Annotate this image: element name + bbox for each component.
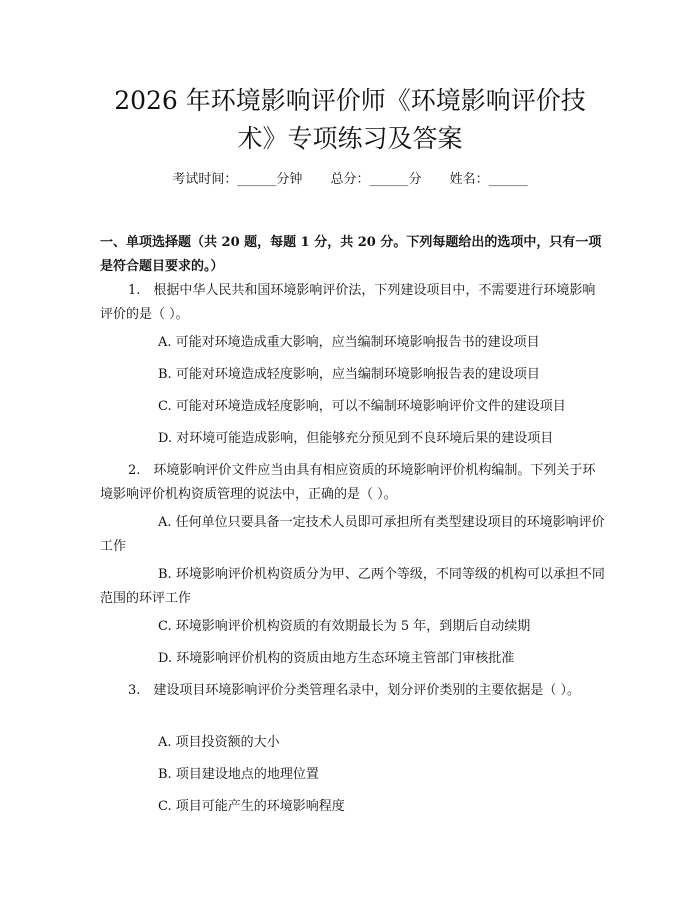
- question-2-option-d: [100, 647, 605, 671]
- question-1-option-b: [100, 363, 605, 387]
- question-1: [100, 279, 605, 327]
- title-line-1: 2026 年环境影响评价师《环境影响评价技: [114, 86, 586, 115]
- exam-meta: [0, 170, 700, 190]
- section-heading: 一、单项选择题（共 20 题，每题 1 分，共 20 分。下列每题给出的选项中，只有一项是符合题目要求的。）: [100, 235, 602, 274]
- exam-time: 考试时间：______分钟: [172, 172, 303, 187]
- exam-name: 姓名：______: [449, 172, 528, 187]
- title-line-2: 术》专项练习及答案: [237, 124, 463, 153]
- option-text: B. 环境影响评价机构资质分为甲、乙两个等级，不同等级的机构可以承担不同范围的环评工作: [100, 567, 605, 606]
- question-2: [100, 459, 605, 507]
- question-3-option-c: [100, 795, 605, 819]
- option-text: A. 项目投资额的大小: [158, 735, 280, 750]
- question-2-option-c: [100, 615, 605, 639]
- question-1-stem: 1. 根据中华人民共和国环境影响评价法，下列建设项目中，不需要进行环境影响评价的是（ ）。: [100, 283, 596, 322]
- option-text: A. 可能对环境造成重大影响，应当编制环境影响报告书的建设项目: [158, 335, 540, 350]
- option-text: B. 可能对环境造成轻度影响，应当编制环境影响报告表的建设项目: [158, 367, 540, 382]
- option-text: D. 对环境可能造成影响，但能够充分预见到不良环境后果的建设项目: [158, 431, 554, 446]
- question-3-option-a: [100, 731, 605, 755]
- question-2-option-b: [100, 563, 605, 611]
- option-text: D. 环境影响评价机构的资质由地方生态环境主管部门审核批准: [158, 651, 515, 666]
- option-text: C. 可能对环境造成轻度影响，可以不编制环境影响评价文件的建设项目: [158, 399, 566, 414]
- question-1-option-a: [100, 331, 605, 355]
- option-text: C. 项目可能产生的环境影响程度: [158, 799, 345, 814]
- question-2-stem: 2. 环境影响评价文件应当由具有相应资质的环境影响评价机构编制。下列关于环境影响评价机构资质管理的说法中，正确的是（ ）。: [100, 463, 596, 502]
- option-text: C. 环境影响评价机构资质的有效期最长为 5 年，到期后自动续期: [158, 619, 531, 634]
- question-1-option-d: [100, 427, 605, 451]
- question-3: [100, 679, 605, 703]
- question-1-option-c: [100, 395, 605, 419]
- option-text: B. 项目建设地点的地理位置: [158, 767, 319, 782]
- question-3-option-b: [100, 763, 605, 787]
- exam-score: 总分：______分: [330, 172, 422, 187]
- document-title: [100, 82, 600, 158]
- option-text: A. 任何单位只要具备一定技术人员即可承担所有类型建设项目的环境影响评价工作: [100, 515, 605, 554]
- question-3-stem: 3. 建设项目环境影响评价分类管理名录中，划分评价类别的主要依据是（ ）。: [128, 683, 581, 698]
- question-2-option-a: [100, 511, 605, 559]
